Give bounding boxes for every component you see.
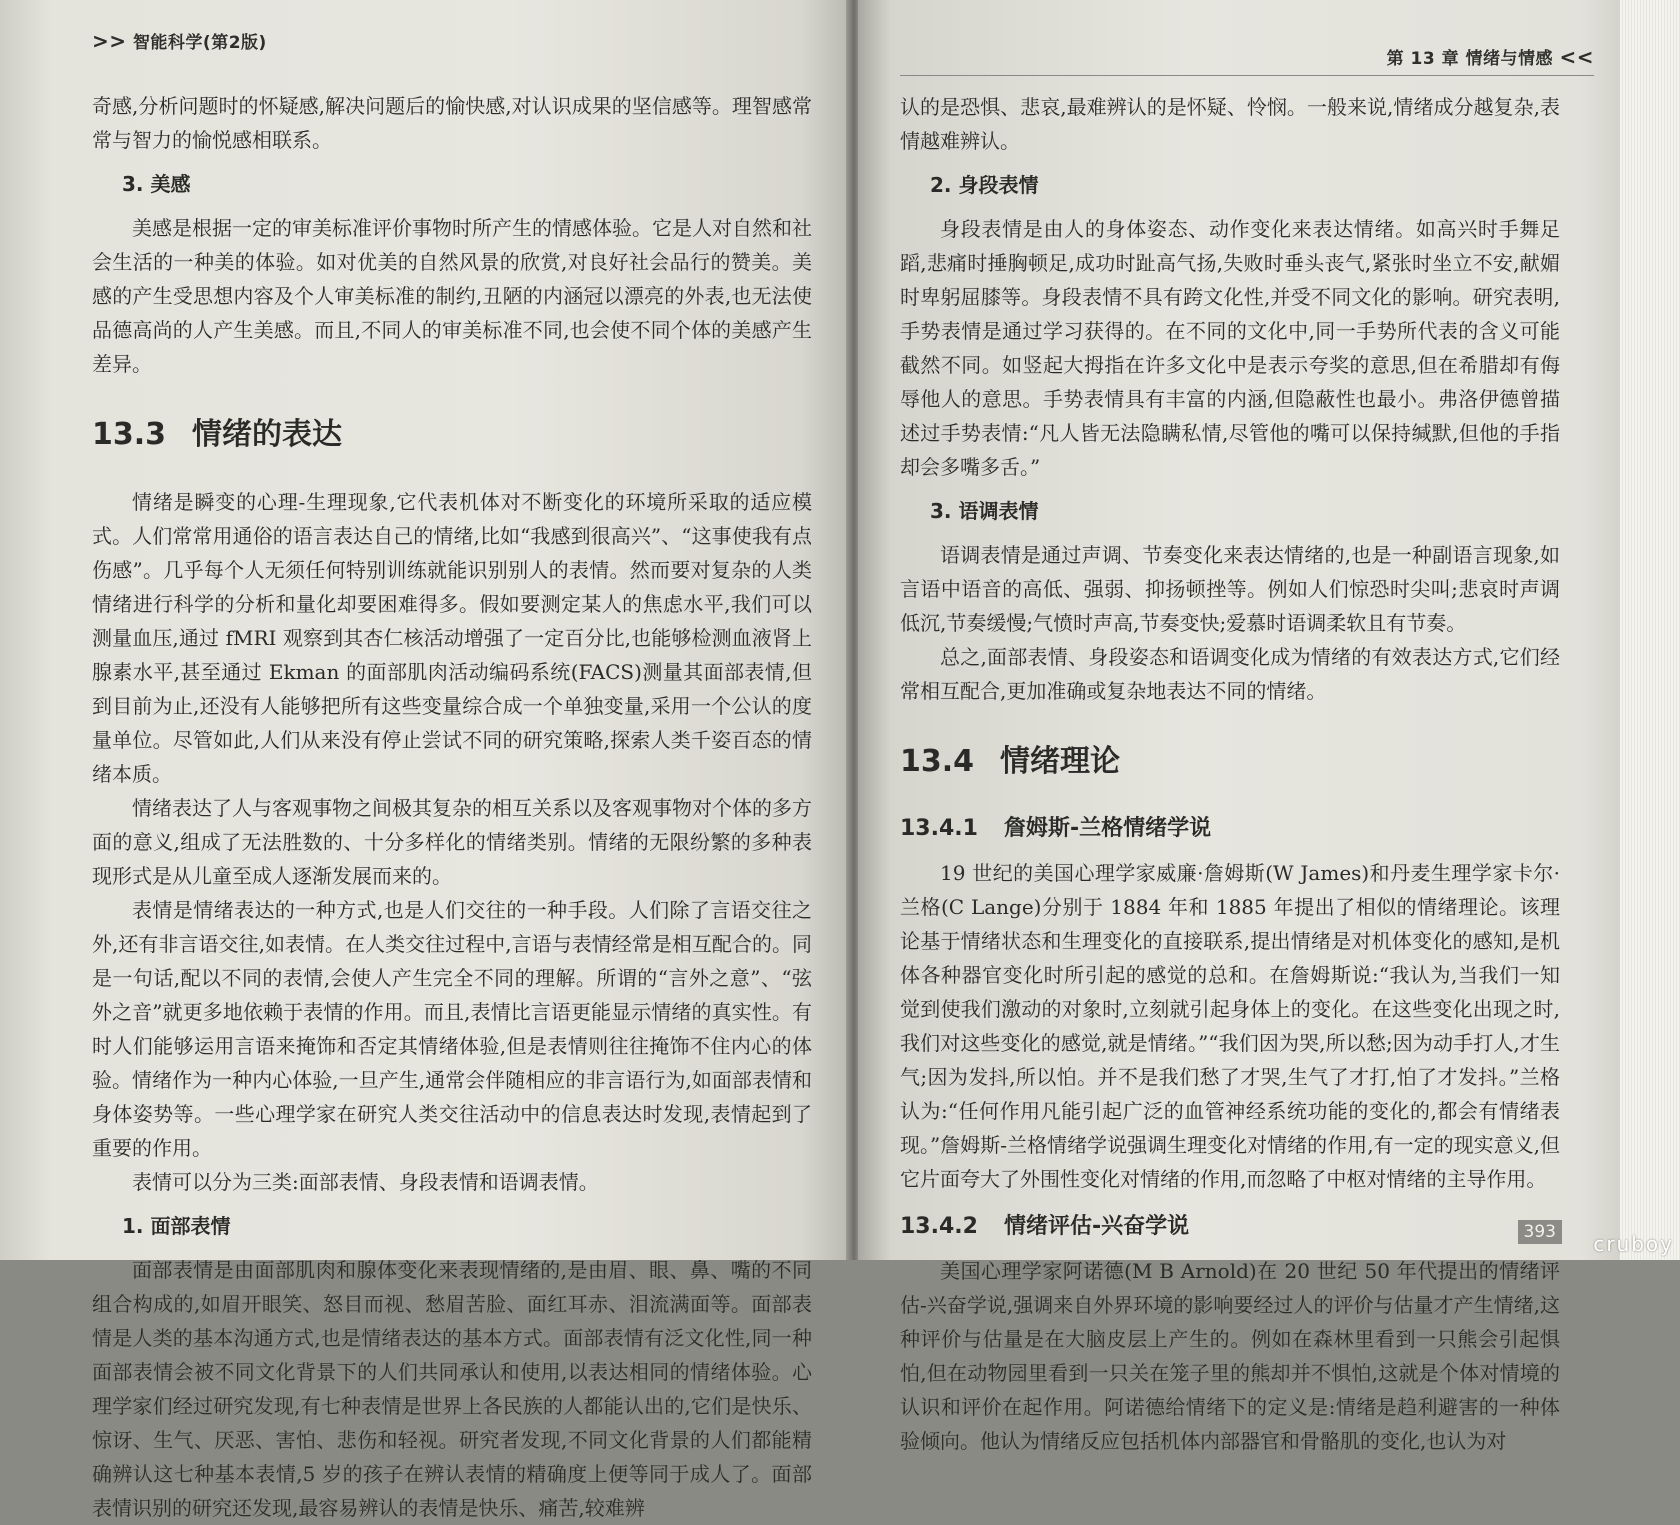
subheading-aesthetic: 3. 美感 [122, 172, 191, 196]
paragraph: 情绪是瞬变的心理-生理现象,它代表机体对不断变化的环境所采取的适应模式。人们常常用通俗的语言表达自己的情绪,比如“我感到很高兴”、“这事使我有点伤感”。几乎每个人无须任何特别训练就能识别别人的表情。然而要对复杂的人类情绪进行科学的分析和量化却要困难得多。假如要测定某人的焦虑水平,我们可以测量血压,通过 fMRI 观察到其杏仁核活动增强了一定百分比,也能够检测血液肾上腺素水平,甚至通过 Ekman 的面部肌肉活动编码系统(FACS)测量其面部表情,但到目前为止,还没有人能够把所有这些变量综合成一个单独变量,采用一个公认的度量单位。尽管如此,人们从来没有停止尝试不同的研究策略,探索人类千姿百态的情绪本质。 [92, 490, 812, 786]
running-head-left [92, 28, 812, 53]
page-number: 393 [1518, 1220, 1562, 1244]
double-chevron-left-icon: << [1559, 45, 1594, 69]
right-page [858, 0, 1680, 1453]
subheading-facial: 1. 面部表情 [122, 1214, 231, 1238]
section-heading-13-3 [92, 415, 812, 455]
paragraph: 身段表情是由人的身体姿态、动作变化来表达情绪。如高兴时手舞足蹈,悲痛时捶胸顿足,成功时趾高气扬,失败时垂头丧气,紧张时坐立不安,献媚时卑躬屈膝等。身段表情不具有跨文化性,并受不同文化的影响。研究表明,手势表情是通过学习获得的。在不同的文化中,同一手势所代表的含义可能截然不同。如竖起大拇指在许多文化中是表示夸奖的意思,但在希腊却有侮辱他人的意思。手势表情具有丰富的内涵,但隐蔽性也最小。弗洛伊德曾描述过手势表情:“凡人皆无法隐瞒私情,尽管他的嘴可以保持缄默,但他的手指却会多嘴多舌。” [900, 217, 1560, 479]
page-stack-edge [1620, 0, 1680, 1260]
chapter-title: 第 13 章 情绪与情感 [1386, 49, 1554, 69]
section-title: 情绪的表达 [192, 417, 343, 452]
paragraph: 表情可以分为三类:面部表情、身段表情和语调表情。 [132, 1170, 599, 1194]
subheading-body: 2. 身段表情 [930, 173, 1039, 197]
paragraph: 面部表情是由面部肌肉和腺体变化来表现情绪的,是由眉、眼、鼻、嘴的不同组合构成的,如眉开眼笑、怒目而视、愁眉苦脸、面红耳赤、泪流满面等。面部表情是人类的基本沟通方式,也是情绪表达的基本方式。面部表情有泛文化性,同一种面部表情会被不同文化背景下的人们共同承认和使用,以表达相同的情绪体验。心理学家们经过研究发现,有七种表情是世界上各民族的人都能认出的,它们是快乐、惊讶、生气、厌恶、害怕、悲伤和轻视。研究者发现,不同文化背景的人们都能精确辨认这七种基本表情,5 岁的孩子在辨认表情的精确度上便等同于成人了。面部表情识别的研究还发现,最容易辨认的表情是快乐、痛苦,较难辨 [92, 1258, 812, 1520]
book-title: 智能科学(第2版) [132, 33, 267, 53]
paragraph: 19 世纪的美国心理学家威廉·詹姆斯(W James)和丹麦生理学家卡尔·兰格(C Lange)分别于 1884 年和 1885 年提出了相似的情绪理论。该理论基于情绪状态和生理变化的直接联系,提出情绪是对机体变化的感知,是机体各种器官变化时所引起的感觉的总和。在詹姆斯说:“我认为,当我们一知觉到使我们激动的对象时,立刻就引起身体上的变化。在这些变化出现之时,我们对这些变化的感觉,就是情绪。”“我们因为哭,所以愁;因为动手打人,才生气;因为发抖,所以怕。并不是我们愁了才哭,生气了才打,怕了才发抖。”兰格认为:“任何作用凡能引起广泛的血管神经系统功能的变化的,都会有情绪表现。”詹姆斯-兰格情绪学说强调生理变化对情绪的作用,有一定的现实意义,但它片面夸大了外围性变化对情绪的作用,而忽略了中枢对情绪的主导作用。 [900, 861, 1560, 1191]
section-number: 13.3 [92, 417, 167, 452]
section-number: 13.4 [900, 744, 975, 779]
double-chevron-right-icon: >> [92, 29, 127, 53]
paragraph: 美感是根据一定的审美标准评价事物时所产生的情感体验。它是人对自然和社会生活的一种美的体验。如对优美的自然风景的欣赏,对良好社会品行的赞美。美感的产生受思想内容及个人审美标准的制约,丑陋的内涵冠以漂亮的外表,也无法使品德高尚的人产生美感。而且,不同人的审美标准不同,也会使不同个体的美感产生差异。 [92, 216, 812, 376]
paragraph: 情绪表达了人与客观事物之间极其复杂的相互关系以及客观事物对个体的多方面的意义,组成了无法胜数的、十分多样化的情绪类别。情绪的无限纷繁的多种表现形式是从儿童至成人逐渐发展而来的。 [92, 796, 812, 888]
running-head-right [900, 44, 1594, 76]
subheading-tone: 3. 语调表情 [930, 499, 1039, 523]
subsection-number: 13.4.1 [900, 816, 978, 841]
subsection-title: 情绪评估-兴奋学说 [1003, 1214, 1190, 1239]
subsection-heading-13-4-2 [900, 1210, 1560, 1244]
paragraph: 奇感,分析问题时的怀疑感,解决问题后的愉快感,对认识成果的坚信感等。理智感常常与智力的愉悦感相联系。 [92, 94, 812, 152]
paragraph: 美国心理学家阿诺德(M B Arnold)在 20 世纪 50 年代提出的情绪评估-兴奋学说,强调来自外界环境的影响要经过人的评价与估量才产生情绪,这种评价与估量是在大脑皮层上产生的。例如在森林里看到一只熊会引起惧怕,但在动物园里看到一只关在笼子里的熊却并不惧怕,这就是个体对情境的认识和评价在起作用。阿诺德给情绪下的定义是:情绪是趋利避害的一种体验倾向。他认为情绪反应包括机体内部器官和骨骼肌的变化,也认为对 [900, 1259, 1560, 1453]
subsection-number: 13.4.2 [900, 1214, 978, 1239]
subsection-heading-13-4-1 [900, 812, 1560, 846]
paragraph: 认的是恐惧、悲哀,最难辨认的是怀疑、怜悯。一般来说,情绪成分越复杂,表情越难辨认。 [900, 95, 1560, 153]
section-title: 情绪理论 [1000, 744, 1121, 779]
paragraph: 表情是情绪表达的一种方式,也是人们交往的一种手段。人们除了言语交往之外,还有非言语交往,如表情。在人类交往过程中,言语与表情经常是相互配合的。同是一句话,配以不同的表情,会使人产生完全不同的理解。所谓的“言外之意”、“弦外之音”就更多地依赖于表情的作用。而且,表情比言语更能显示情绪的真实性。有时人们能够运用言语来掩饰和否定其情绪体验,但是表情则往往掩饰不住内心的体验。情绪作为一种内心体验,一旦产生,通常会伴随相应的非言语行为,如面部表情和身体姿势等。一些心理学家在研究人类交往活动中的信息表达时发现,表情起到了重要的作用。 [92, 898, 812, 1160]
section-heading-13-4 [900, 742, 1560, 782]
paragraph: 总之,面部表情、身段姿态和语调变化成为情绪的有效表达方式,它们经常相互配合,更加准确或复杂地表达不同的情绪。 [900, 645, 1560, 703]
watermark: cruboy [1593, 1232, 1674, 1256]
paragraph: 语调表情是通过声调、节奏变化来表达情绪的,也是一种副语言现象,如言语中语音的高低、强弱、抑扬顿挫等。例如人们惊恐时尖叫;悲哀时声调低沉,节奏缓慢;气愤时声高,节奏变快;爱慕时语调柔软且有节奏。 [900, 543, 1560, 635]
subsection-title: 詹姆斯-兰格情绪学说 [1003, 816, 1212, 841]
